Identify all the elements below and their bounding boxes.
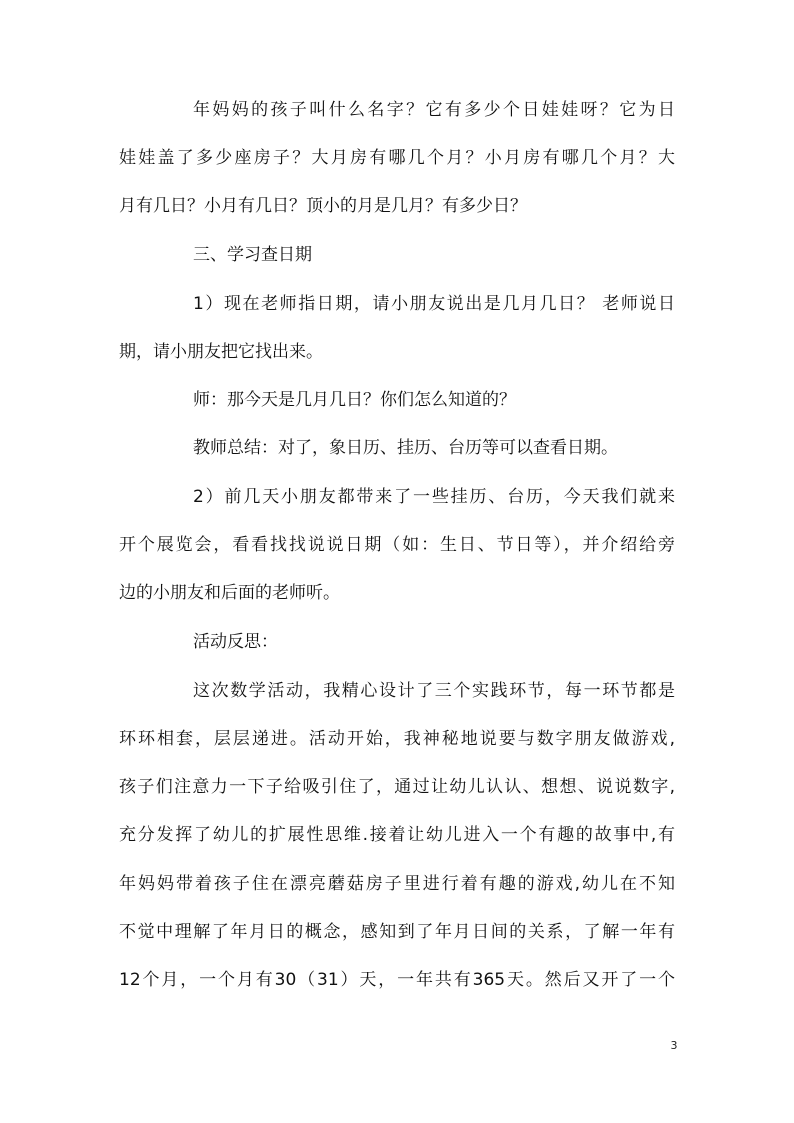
paragraph-5-line-1: 教师总结：对了，象日历、挂历、台历等可以查看日期。 bbox=[193, 438, 618, 458]
section-heading: 三、学习查日期 bbox=[193, 245, 312, 265]
paragraph-1-line-2: 娃娃盖了多少座房子？大月房有哪几个月？小月房有哪几个月？大 bbox=[119, 148, 675, 168]
paragraph-8-line-2: 环环相套，层层递进。活动开始，我神秘地说要与数字朋友做游戏, bbox=[119, 729, 675, 749]
paragraph-8-line-7: 12个月，一个月有30（31）天，一年共有365天。然后又开了一个 bbox=[119, 970, 675, 990]
paragraph-8-line-1: 这次数学活动，我精心设计了三个实践环节，每一环节都是 bbox=[193, 681, 675, 701]
paragraph-1-line-1: 年妈妈的孩子叫什么名字？它有多少个日娃娃呀？它为日 bbox=[193, 100, 675, 120]
paragraph-8-line-6: 不觉中理解了年月日的概念，感知到了年月日间的关系，了解一年有 bbox=[119, 922, 675, 942]
paragraph-8-line-3: 孩子们注意力一下子给吸引住了，通过让幼儿认认、想想、说说数字, bbox=[119, 777, 675, 797]
paragraph-3-line-2: 期，请小朋友把它找出来。 bbox=[119, 342, 323, 362]
paragraph-6-line-1: 2）前几天小朋友都带来了一些挂历、台历，今天我们就来 bbox=[193, 487, 675, 507]
paragraph-6-line-2: 开个展览会，看看找找说说日期（如：生日、节日等），并介绍给旁 bbox=[119, 535, 675, 555]
reflection-heading: 活动反思： bbox=[193, 632, 278, 652]
paragraph-8-line-5: 年妈妈带着孩子住在漂亮蘑菇房子里进行着有趣的游戏,幼儿在不知 bbox=[119, 874, 675, 894]
paragraph-1-line-3: 月有几日？小月有几日？顶小的月是几月？有多少日？ bbox=[119, 196, 527, 216]
paragraph-4-line-1: 师：那今天是几月几日？你们怎么知道的？ bbox=[193, 390, 516, 410]
paragraph-3-line-1: 1）现在老师指日期，请小朋友说出是几月几日？ 老师说日 bbox=[193, 294, 675, 314]
paragraph-8-line-4: 充分发挥了幼儿的扩展性思维.接着让幼儿进入一个有趣的故事中,有 bbox=[119, 825, 675, 845]
paragraph-6-line-3: 边的小朋友和后面的老师听。 bbox=[119, 583, 340, 603]
page-number: 3 bbox=[670, 1039, 678, 1052]
